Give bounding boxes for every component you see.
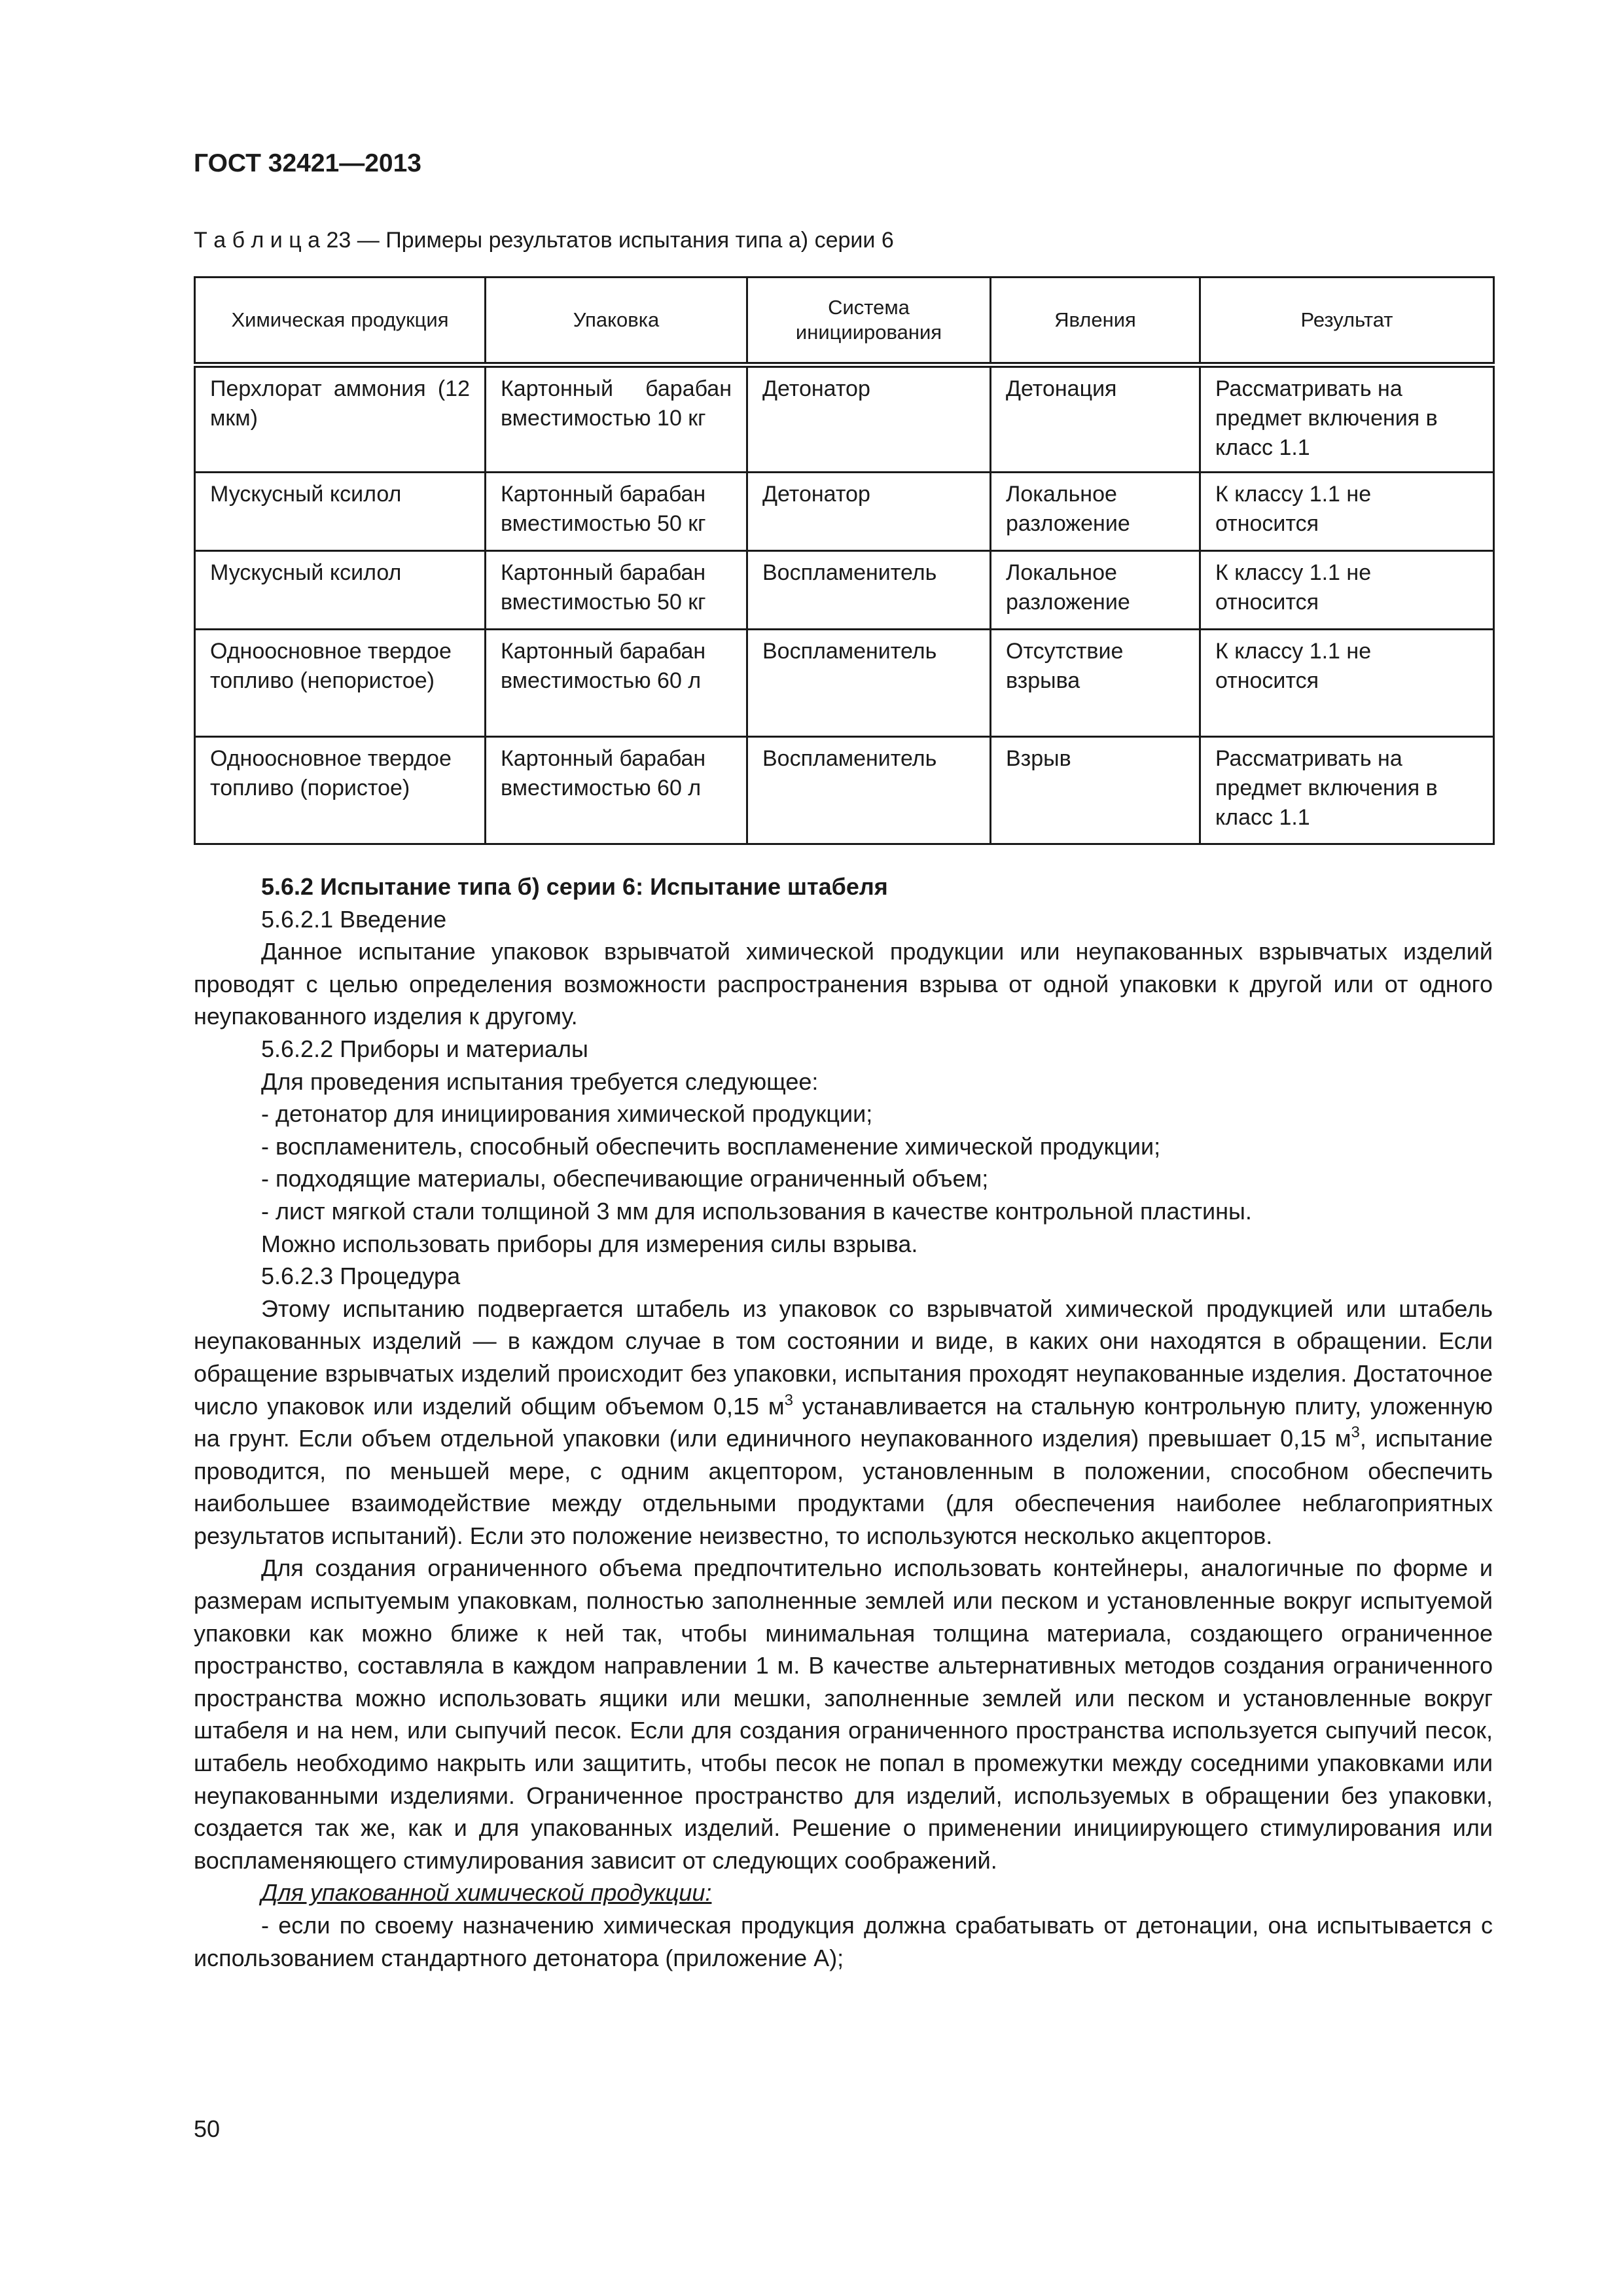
cell-initiation: Воспламенитель — [747, 630, 991, 737]
results-table — [194, 276, 1493, 845]
cell-packaging: Картонный барабан вместимостью 60 л — [486, 737, 747, 844]
cell-chemical: Мускусный ксилол — [195, 473, 486, 551]
cell-packaging: Картонный барабан вместимостью 50 кг — [486, 551, 747, 630]
paragraph-requirements: Для проведения испытания требуется следующее: — [261, 1067, 819, 1095]
subsection-heading-5-6-2-2: 5.6.2.2 Приборы и материалы — [261, 1035, 588, 1062]
cell-result: К классу 1.1 не относится — [1200, 630, 1494, 737]
cell-phenomena: Локальное разложение — [991, 473, 1200, 551]
table-header-row — [195, 278, 1494, 365]
cell-phenomena: Отсутствие взрыва — [991, 630, 1200, 737]
cell-chemical: Одноосновное твердое топливо (непористое) — [195, 630, 486, 737]
list-item: - если по своему назначению химическая продукция должна срабатывать от детонации, она испытывается с использованием стандартного детонатора (приложение А); — [194, 1912, 1493, 1971]
section-heading-5-6-2: 5.6.2 Испытание типа б) серии 6: Испытание штабеля — [261, 873, 888, 900]
table-row — [195, 551, 1494, 630]
col-header-result: Результат — [1200, 278, 1494, 365]
document-header: ГОСТ 32421—2013 — [194, 149, 421, 177]
cell-initiation: Воспламенитель — [747, 551, 991, 630]
subsection-heading-5-6-2-3: 5.6.2.3 Процедура — [261, 1263, 461, 1290]
table-row — [195, 630, 1494, 737]
cell-packaging: Картонный барабан вместимостью 50 кг — [486, 473, 747, 551]
cell-result: Рассматривать на предмет включения в класс 1.1 — [1200, 365, 1494, 473]
list-item: - лист мягкой стали толщиной 3 мм для использования в качестве контрольной пластины. — [261, 1197, 1252, 1225]
superscript-3: 3 — [1351, 1424, 1360, 1442]
list-item: - воспламенитель, способный обеспечить воспламенение химической продукции; — [261, 1132, 1161, 1160]
cell-result: К классу 1.1 не относится — [1200, 551, 1494, 630]
cell-initiation: Воспламенитель — [747, 737, 991, 844]
cell-phenomena: Детонация — [991, 365, 1200, 473]
table-row — [195, 365, 1494, 473]
paragraph-procedure — [194, 1293, 1493, 1552]
paragraph-intro: Данное испытание упаковок взрывчатой химической продукции или неупакованных взрывчатых изделий проводят с целью определения возможности распространения взрыва от одной упаковки к другой или от одного неупакованного изделия к другому. — [194, 938, 1493, 1030]
col-header-packaging: Упаковка — [486, 278, 747, 365]
procedure-text-part: устанавливается на стальную контрольную плиту, уложенную на грунт. Если объем отдельной упаковки (или единичного неупакованного изделия) превышает 0,15 м — [194, 1392, 1493, 1452]
subsection-heading-5-6-2-1: 5.6.2.1 Введение — [261, 905, 447, 933]
cell-chemical: Перхлорат аммония (12 мкм) — [195, 365, 486, 473]
cell-result: Рассматривать на предмет включения в класс 1.1 — [1200, 737, 1494, 844]
cell-phenomena: Взрыв — [991, 737, 1200, 844]
table-row — [195, 737, 1494, 844]
col-header-phenomena: Явления — [991, 278, 1200, 365]
list-item: - подходящие материалы, обеспечивающие ограниченный объем; — [261, 1165, 989, 1193]
cell-phenomena: Локальное разложение — [991, 551, 1200, 630]
col-header-chemical: Химическая продукция — [195, 278, 486, 365]
cell-packaging: Картонный барабан вместимостью 60 л — [486, 630, 747, 737]
procedure-text-part: , испытание проводится, по меньшей мере, с одним акцептором, установленным в положении, способном обеспечить наибольшее взаимодействие между отдельными продуктами (для обеспечения наиболее неблагоприятных результатов испытаний). Если это положение неизвестно, то используются несколько акцепторов. — [194, 1425, 1493, 1549]
procedure-text-part: Этому испытанию подвергается штабель из упаковок со взрывчатой химической продукцией или штабель неупакованных изделий — в каждом случае в том состоянии и виде, в каких они находятся в обращении. Если обращение взрывчатых изделий происходит без упаковки, испытания проходят неупакованные изделия. Достаточное число упаковок или изделий общим объемом 0,15 м — [194, 1295, 1493, 1420]
paragraph-confinement: Для создания ограниченного объема предпочтительно использовать контейнеры, аналогичные по форме и размерам испытуемым упаковкам, полностью заполненные землей или песком и установленные вокруг испытуемой упаковки как можно ближе к ней так, чтобы минимальная толщина материала, создающего ограниченное пространство, составляла в каждом направлении 1 м. В качестве альтернативных методов создания ограниченного пространства можно использовать ящики или мешки, заполненные землей или песком и установленные вокруг штабеля и на нем, или сыпучий песок. Если для создания ограниченного пространства используется сыпучий песок, штабель необходимо накрыть или защитить, чтобы песок не попал в промежутки между соседними упаковками или неупакованными изделиями. Ограниченное пространство для изделий, используемых в обращении без упаковки, создается так же, как и для упакованных изделий. Решение о применении инициирующего стимулирования или воспламеняющего стимулирования зависит от следующих соображений. — [194, 1554, 1493, 1874]
cell-chemical: Мускусный ксилол — [195, 551, 486, 630]
cell-result: К классу 1.1 не относится — [1200, 473, 1494, 551]
table-row — [195, 473, 1494, 551]
table-caption: Т а б л и ц а 23 — Примеры результатов испытания типа а) серии 6 — [194, 228, 894, 253]
cell-initiation: Детонатор — [747, 473, 991, 551]
col-header-initiation: Система инициирования — [747, 278, 991, 365]
cell-initiation: Детонатор — [747, 365, 991, 473]
list-item: - детонатор для инициирования химической продукции; — [261, 1100, 873, 1128]
superscript-3: 3 — [784, 1391, 793, 1409]
paragraph-instruments: Можно использовать приборы для измерения силы взрыва. — [261, 1230, 918, 1257]
paragraph-packed-heading: Для упакованной химической продукции: — [261, 1879, 712, 1907]
cell-packaging: Картонный барабан вместимостью 10 кг — [486, 365, 747, 473]
page-number: 50 — [194, 2115, 221, 2142]
cell-chemical: Одноосновное твердое топливо (пористое) — [195, 737, 486, 844]
body-text — [194, 870, 1493, 1974]
